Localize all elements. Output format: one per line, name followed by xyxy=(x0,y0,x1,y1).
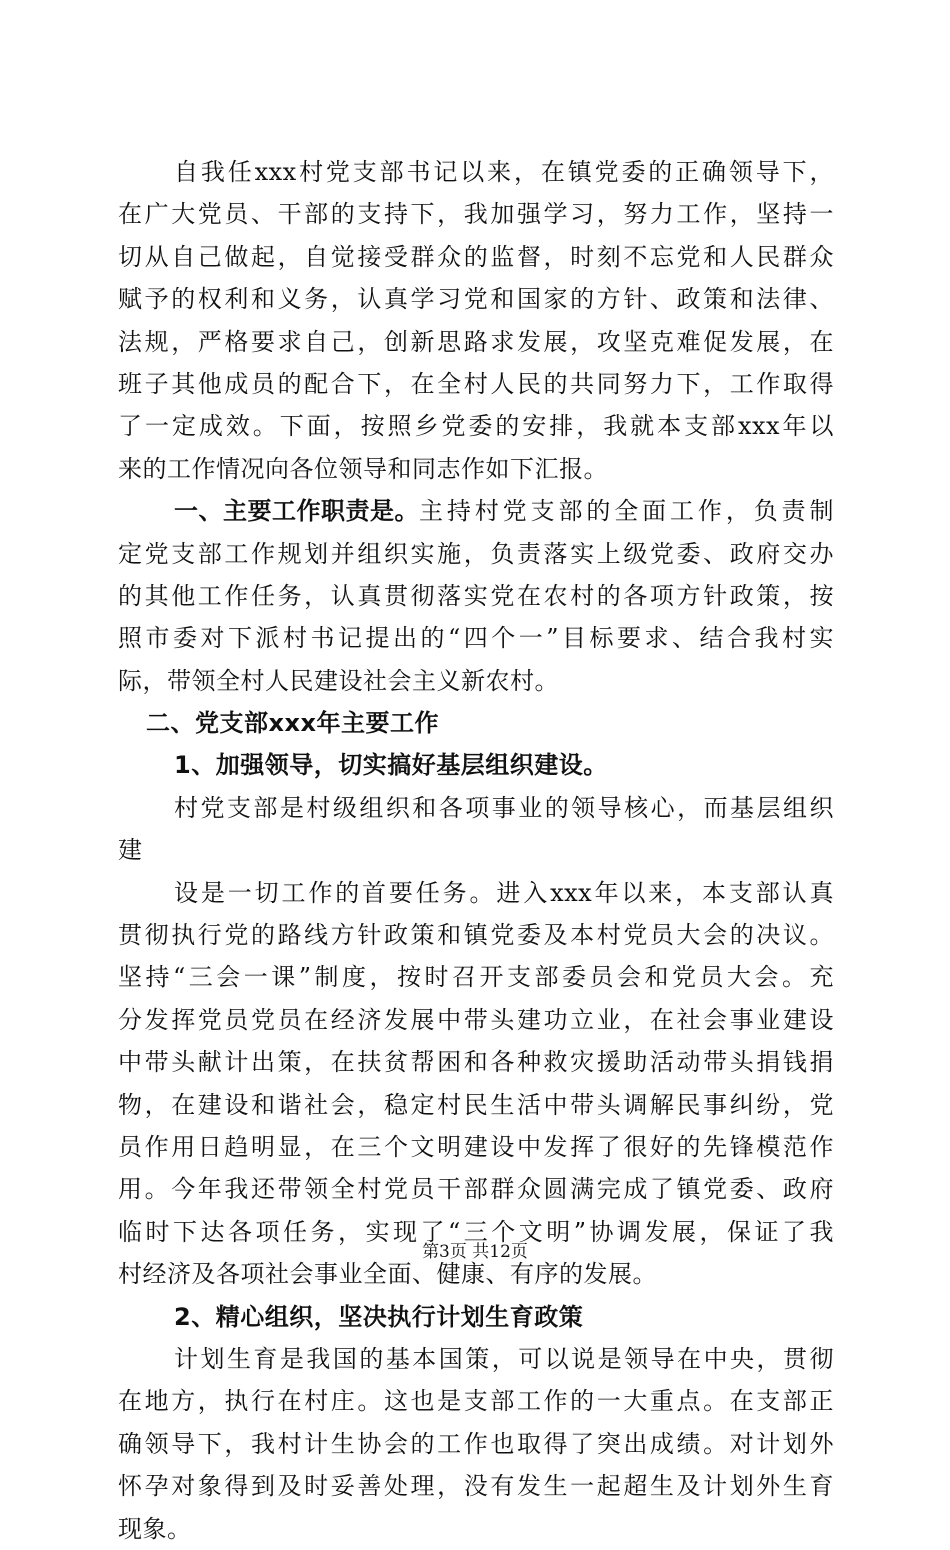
text-line: 赋予的权利和义务，认真学习党和国家的方针、政策和法律、 xyxy=(118,285,834,314)
text-line: 中带头献计出策，在扶贫帮困和各种救灾援助活动带头捐钱捐 xyxy=(118,1048,834,1077)
text-line: 现象。 xyxy=(118,1514,192,1543)
text-line xyxy=(118,490,834,532)
text-line: 在地方，执行在村庄。这也是支部工作的一大重点。在支部正 xyxy=(118,1387,834,1416)
text-line: 设是一切工作的首要任务。进入xxx年以来，本支部认真 xyxy=(174,878,834,907)
text-line: 了一定成效。下面，按照乡党委的安排，我就本支部xxx年以 xyxy=(118,412,834,441)
text-line: 用。今年我还带领全村党员干部群众圆满完成了镇党委、政府 xyxy=(118,1175,834,1204)
text-line: 村经济及各项社会事业全面、健康、有序的发展。 xyxy=(118,1260,657,1289)
text-line: 切从自己做起，自觉接受群众的监督，时刻不忘党和人民群众 xyxy=(118,242,834,271)
text-line: 定党支部工作规划并组织实施，负责落实上级党委、政府交办 xyxy=(118,539,834,568)
text-line: 照市委对下派村书记提出的“四个一”目标要求、结合我村实 xyxy=(118,624,834,653)
text-line: 员作用日趋明显，在三个文明建设中发挥了很好的先锋模范作 xyxy=(118,1132,834,1161)
text-line: 贯彻执行党的路线方针政策和镇党委及本村党员大会的决议。 xyxy=(118,921,834,950)
text-line: 建 xyxy=(118,836,143,865)
text-line: 村党支部是村级组织和各项事业的领导核心，而基层组织 xyxy=(174,793,834,822)
page-number: 第3页 共12页 xyxy=(422,1242,528,1262)
text-line: 怀孕对象得到及时妥善处理，没有发生一起超生及计划外生育 xyxy=(118,1472,834,1501)
subsection-heading-family-planning: 2、精心组织，坚决执行计划生育政策 xyxy=(174,1302,584,1331)
text-line: 自我任xxx村党支部书记以来，在镇党委的正确领导下， xyxy=(174,158,834,186)
text-line: 的其他工作任务，认真贯彻落实党在农村的各项方针政策，按 xyxy=(118,581,834,610)
paragraph-family-planning xyxy=(118,1338,834,1550)
section-heading-duties: 一、主要工作职责是。 xyxy=(174,497,419,526)
text-line: 临时下达各项任务，实现了“三个文明”协调发展，保证了我 xyxy=(118,1217,834,1246)
subsection-heading-organization: 1、加强领导，切实搞好基层组织建设。 xyxy=(174,751,608,780)
text-line: 确领导下，我村计生协会的工作也取得了突出成绩。对计划外 xyxy=(118,1429,834,1458)
text-line: 坚持“三会一课”制度，按时召开支部委员会和党员大会。充 xyxy=(118,963,834,992)
paragraph-core xyxy=(118,787,834,872)
text-line: 计划生育是我国的基本国策，可以说是领导在中央，贯彻 xyxy=(174,1344,834,1373)
text-line: 在广大党员、干部的支持下，我加强学习，努力工作，坚持一 xyxy=(118,200,834,229)
paragraph-intro xyxy=(118,151,834,490)
text-line: 物，在建设和谐社会，稳定村民生活中带头调解民事纠纷，党 xyxy=(118,1090,834,1119)
document-body xyxy=(118,151,834,1550)
text-line: 分发挥党员党员在经济发展中带头建功立业，在社会事业建设 xyxy=(118,1005,834,1034)
text-line: 际，带领全村人民建设社会主义新农村。 xyxy=(118,666,559,695)
text-line: 班子其他成员的配合下，在全村人民的共同努力下，工作取得 xyxy=(118,369,834,398)
section-heading-main-work: 二、党支部xxx年主要工作 xyxy=(146,709,439,738)
paragraph-duties xyxy=(118,490,834,702)
text-line: 来的工作情况向各位领导和同志作如下汇报。 xyxy=(118,454,608,483)
text-line: 法规，严格要求自己，创新思路求发展，攻坚克难促发展，在 xyxy=(118,327,834,356)
text-fragment: 主持村党支部的全面工作，负责制 xyxy=(419,497,834,526)
paragraph-construction xyxy=(118,872,834,1296)
